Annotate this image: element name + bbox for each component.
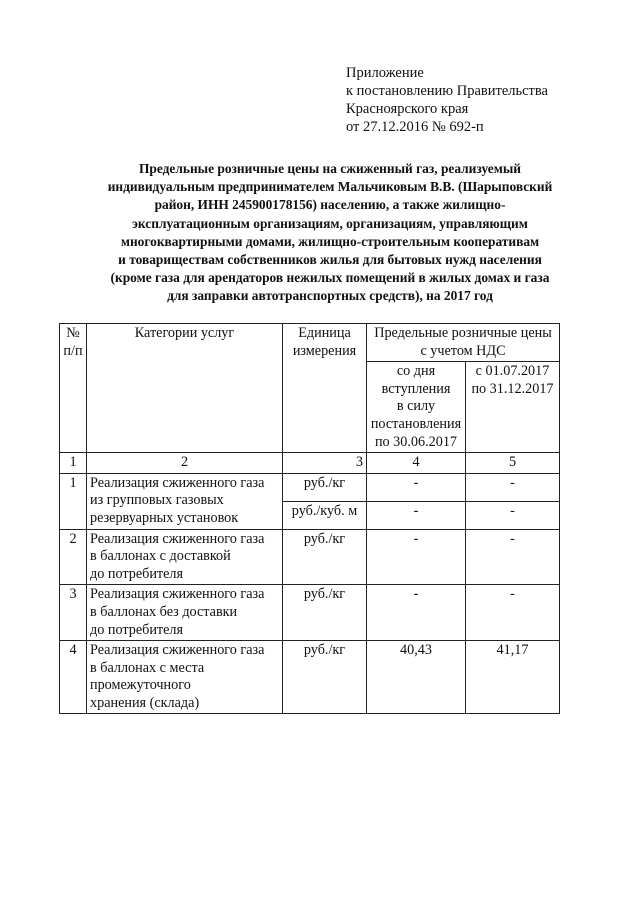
price-table: [59, 323, 560, 714]
row-category: Реализация сжиженного газа из групповых газовых резервуарных установок: [87, 473, 283, 529]
title-line: многоквартирными домами, жилищно-строительным кооперативам: [120, 233, 540, 249]
row-unit: руб./куб. м: [283, 501, 367, 529]
row-unit: руб./кг: [283, 641, 367, 714]
column-number-row: [60, 453, 560, 474]
row-price-period-1: -: [367, 585, 466, 641]
header-category: Категории услуг: [87, 324, 283, 453]
appendix-line: к постановлению Правительства: [346, 83, 548, 99]
row-unit: руб./кг: [283, 529, 367, 585]
row-price-period-1: -: [367, 501, 466, 529]
table-row: [60, 529, 560, 585]
row-price-period-2: -: [466, 501, 560, 529]
row-price-period-1: -: [367, 529, 466, 585]
table-row: [60, 641, 560, 714]
table-header-row: [60, 324, 560, 362]
column-number: 4: [367, 453, 466, 474]
row-unit: руб./кг: [283, 585, 367, 641]
row-number: 3: [60, 585, 87, 641]
table-row: [60, 585, 560, 641]
appendix-line: от 27.12.2016 № 692-п: [346, 119, 484, 135]
row-category: Реализация сжиженного газа в баллонах без доставки до потребителя: [87, 585, 283, 641]
title-line: и товариществам собственников жилья для бытовых нужд населения: [118, 252, 542, 268]
appendix-line: Красноярского края: [346, 101, 469, 117]
column-number: 2: [87, 453, 283, 474]
column-number: 3: [283, 453, 367, 474]
row-price-period-2: -: [466, 473, 560, 501]
row-price-period-1: 40,43: [367, 641, 466, 714]
header-period-2: с 01.07.2017 по 31.12.2017: [466, 362, 560, 453]
table-row: [60, 473, 560, 501]
row-category: Реализация сжиженного газа в баллонах с доставкой до потребителя: [87, 529, 283, 585]
title-line: Предельные розничные цены на сжиженный газ, реализуемый: [139, 161, 521, 176]
row-category: Реализация сжиженного газа в баллонах с места промежуточного хранения (склада): [87, 641, 283, 714]
header-number: № п/п: [60, 324, 87, 453]
appendix-block: [346, 64, 548, 136]
row-price-period-2: 41,17: [466, 641, 560, 714]
row-price-period-1: -: [367, 473, 466, 501]
row-price-period-2: -: [466, 529, 560, 585]
row-price-period-2: -: [466, 585, 560, 641]
title-line: для заправки автотранспортных средств), на 2017 год: [167, 288, 493, 304]
appendix-line: Приложение: [346, 65, 424, 81]
header-unit: Единица измерения: [283, 324, 367, 453]
column-number: 5: [466, 453, 560, 474]
title-line: эксплуатационным организациям, организациям, управляющим: [132, 215, 528, 231]
document-title: [70, 160, 590, 306]
column-number: 1: [60, 453, 87, 474]
row-number: 2: [60, 529, 87, 585]
title-line: (кроме газа для арендаторов нежилых помещений в жилых домах и газа: [110, 270, 550, 286]
header-price-group: Предельные розничные цены с учетом НДС: [367, 324, 560, 362]
row-number: 4: [60, 641, 87, 714]
row-unit: руб./кг: [283, 473, 367, 501]
row-number: 1: [60, 473, 87, 529]
title-line: район, ИНН 245900178156) населению, а также жилищно-: [154, 197, 506, 213]
header-period-1: со дня вступления в силу постановления по 30.06.2017: [367, 362, 466, 453]
title-line: индивидуальным предпринимателем Мальчиковым В.В. (Шарыповский: [107, 179, 553, 195]
